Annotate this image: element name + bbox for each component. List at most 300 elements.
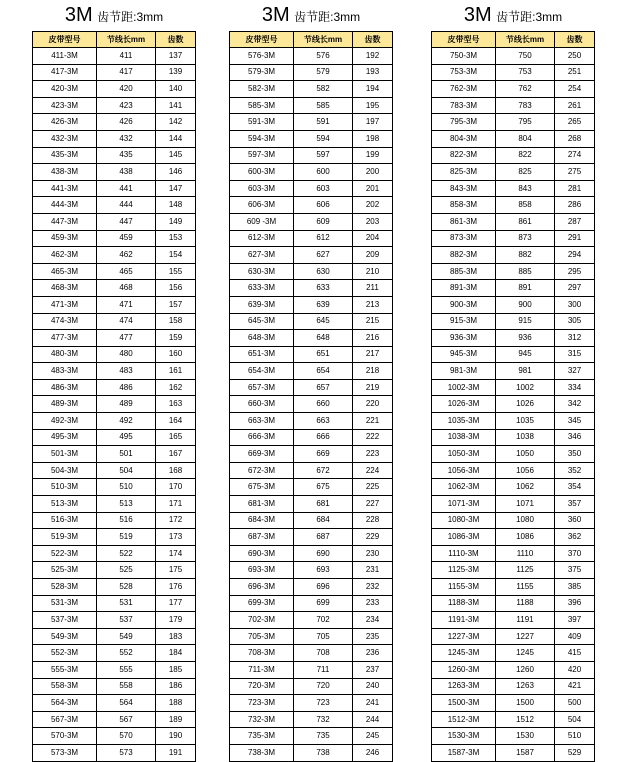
cell-length: 510 <box>97 479 156 496</box>
cell-teeth: 245 <box>353 728 393 745</box>
cell-teeth: 251 <box>555 64 595 81</box>
cell-teeth: 192 <box>353 48 393 65</box>
table-header-row <box>432 32 595 48</box>
cell-model: 660-3M <box>230 396 294 413</box>
table-row <box>432 479 595 496</box>
cell-length: 495 <box>97 429 156 446</box>
cell-model: 459-3M <box>33 230 97 247</box>
cell-teeth: 350 <box>555 446 595 463</box>
col-header-model: 皮带型号 <box>230 32 294 48</box>
table-row <box>432 579 595 596</box>
cell-model: 438-3M <box>33 164 97 181</box>
table-row <box>33 379 196 396</box>
table-row <box>33 114 196 131</box>
table-row <box>33 695 196 712</box>
cell-length: 651 <box>294 346 353 363</box>
table-row <box>230 114 393 131</box>
cell-teeth: 199 <box>353 147 393 164</box>
table-row <box>33 197 196 214</box>
cell-teeth: 188 <box>156 695 196 712</box>
cell-model: 582-3M <box>230 81 294 98</box>
table-row <box>230 363 393 380</box>
cell-model: 945-3M <box>432 346 496 363</box>
cell-teeth: 228 <box>353 512 393 529</box>
cell-model: 411-3M <box>33 48 97 65</box>
cell-teeth: 202 <box>353 197 393 214</box>
cell-teeth: 163 <box>156 396 196 413</box>
table-row <box>230 413 393 430</box>
cell-model: 1080-3M <box>432 512 496 529</box>
table-row <box>432 678 595 695</box>
table-row <box>432 562 595 579</box>
cell-model: 477-3M <box>33 330 97 347</box>
table-row <box>432 130 595 147</box>
table-row <box>33 396 196 413</box>
cell-length: 1062 <box>496 479 555 496</box>
table-row <box>230 180 393 197</box>
table-row <box>230 197 393 214</box>
cell-length: 1050 <box>496 446 555 463</box>
cell-teeth: 409 <box>555 628 595 645</box>
table-row <box>33 678 196 695</box>
table-row <box>432 346 595 363</box>
cell-teeth: 218 <box>353 363 393 380</box>
cell-teeth: 265 <box>555 114 595 131</box>
cell-teeth: 225 <box>353 479 393 496</box>
cell-model: 750-3M <box>432 48 496 65</box>
cell-model: 738-3M <box>230 744 294 761</box>
cell-teeth: 173 <box>156 529 196 546</box>
cell-teeth: 149 <box>156 213 196 230</box>
cell-model: 858-3M <box>432 197 496 214</box>
cell-teeth: 250 <box>555 48 595 65</box>
cell-model: 564-3M <box>33 695 97 712</box>
cell-teeth: 275 <box>555 164 595 181</box>
cell-teeth: 171 <box>156 496 196 513</box>
table-row <box>432 81 595 98</box>
cell-model: 663-3M <box>230 413 294 430</box>
cell-length: 597 <box>294 147 353 164</box>
col-header-length: 节线长mm <box>496 32 555 48</box>
table-row <box>432 496 595 513</box>
cell-length: 1086 <box>496 529 555 546</box>
cell-teeth: 137 <box>156 48 196 65</box>
cell-model: 795-3M <box>432 114 496 131</box>
cell-model: 783-3M <box>432 97 496 114</box>
cell-length: 783 <box>496 97 555 114</box>
cell-length: 666 <box>294 429 353 446</box>
cell-length: 633 <box>294 280 353 297</box>
cell-teeth: 142 <box>156 114 196 131</box>
cell-model: 423-3M <box>33 97 97 114</box>
cell-teeth: 195 <box>353 97 393 114</box>
cell-length: 696 <box>294 579 353 596</box>
table-row <box>230 247 393 264</box>
cell-length: 600 <box>294 164 353 181</box>
cell-length: 825 <box>496 164 555 181</box>
cell-model: 696-3M <box>230 579 294 596</box>
cell-teeth: 396 <box>555 595 595 612</box>
cell-teeth: 286 <box>555 197 595 214</box>
cell-length: 1155 <box>496 579 555 596</box>
cell-length: 1512 <box>496 711 555 728</box>
cell-model: 645-3M <box>230 313 294 330</box>
cell-teeth: 148 <box>156 197 196 214</box>
cell-model: 1125-3M <box>432 562 496 579</box>
cell-model: 690-3M <box>230 545 294 562</box>
table-row <box>230 628 393 645</box>
cell-model: 1035-3M <box>432 413 496 430</box>
table-row <box>230 695 393 712</box>
cell-length: 468 <box>97 280 156 297</box>
cell-model: 630-3M <box>230 263 294 280</box>
cell-model: 552-3M <box>33 645 97 662</box>
cell-teeth: 227 <box>353 496 393 513</box>
table-row <box>33 180 196 197</box>
cell-teeth: 197 <box>353 114 393 131</box>
cell-length: 672 <box>294 462 353 479</box>
table-row <box>33 213 196 230</box>
cell-teeth: 342 <box>555 396 595 413</box>
cell-model: 492-3M <box>33 413 97 430</box>
cell-length: 882 <box>496 247 555 264</box>
cell-model: 489-3M <box>33 396 97 413</box>
cell-model: 435-3M <box>33 147 97 164</box>
cell-teeth: 174 <box>156 545 196 562</box>
table-row <box>33 628 196 645</box>
cell-model: 480-3M <box>33 346 97 363</box>
cell-length: 885 <box>496 263 555 280</box>
cell-teeth: 209 <box>353 247 393 264</box>
table-title <box>229 0 393 31</box>
cell-length: 1188 <box>496 595 555 612</box>
cell-teeth: 146 <box>156 164 196 181</box>
cell-model: 447-3M <box>33 213 97 230</box>
table-row <box>432 512 595 529</box>
cell-teeth: 160 <box>156 346 196 363</box>
cell-length: 843 <box>496 180 555 197</box>
cell-length: 753 <box>496 64 555 81</box>
cell-model: 708-3M <box>230 645 294 662</box>
cell-length: 447 <box>97 213 156 230</box>
cell-model: 699-3M <box>230 595 294 612</box>
cell-model: 531-3M <box>33 595 97 612</box>
cell-teeth: 179 <box>156 612 196 629</box>
cell-teeth: 165 <box>156 429 196 446</box>
table-row <box>432 413 595 430</box>
cell-model: 723-3M <box>230 695 294 712</box>
cell-length: 591 <box>294 114 353 131</box>
cell-teeth: 233 <box>353 595 393 612</box>
cell-length: 441 <box>97 180 156 197</box>
cell-model: 687-3M <box>230 529 294 546</box>
cell-teeth: 354 <box>555 479 595 496</box>
cell-teeth: 183 <box>156 628 196 645</box>
cell-model: 594-3M <box>230 130 294 147</box>
cell-model: 753-3M <box>432 64 496 81</box>
title-sub: 齿节距:3mm <box>97 10 164 24</box>
table-row <box>230 711 393 728</box>
table-row <box>432 363 595 380</box>
col-header-teeth: 齿数 <box>555 32 595 48</box>
cell-model: 549-3M <box>33 628 97 645</box>
cell-teeth: 140 <box>156 81 196 98</box>
cell-model: 1002-3M <box>432 379 496 396</box>
cell-teeth: 157 <box>156 296 196 313</box>
cell-teeth: 362 <box>555 529 595 546</box>
cell-model: 705-3M <box>230 628 294 645</box>
cell-teeth: 281 <box>555 180 595 197</box>
cell-length: 762 <box>496 81 555 98</box>
table-row <box>33 97 196 114</box>
table-row <box>230 130 393 147</box>
cell-model: 510-3M <box>33 479 97 496</box>
cell-teeth: 221 <box>353 413 393 430</box>
cell-length: 690 <box>294 545 353 562</box>
col-header-model: 皮带型号 <box>33 32 97 48</box>
table-row <box>432 263 595 280</box>
cell-length: 1002 <box>496 379 555 396</box>
cell-length: 663 <box>294 413 353 430</box>
cell-model: 612-3M <box>230 230 294 247</box>
cell-model: 885-3M <box>432 263 496 280</box>
cell-model: 669-3M <box>230 446 294 463</box>
cell-length: 606 <box>294 197 353 214</box>
cell-teeth: 191 <box>156 744 196 761</box>
cell-length: 732 <box>294 711 353 728</box>
cell-model: 1260-3M <box>432 661 496 678</box>
belt-table <box>229 31 393 762</box>
table-row <box>33 661 196 678</box>
cell-length: 420 <box>97 81 156 98</box>
cell-teeth: 216 <box>353 330 393 347</box>
cell-length: 567 <box>97 711 156 728</box>
cell-model: 672-3M <box>230 462 294 479</box>
cell-length: 720 <box>294 678 353 695</box>
table-row <box>33 645 196 662</box>
cell-teeth: 352 <box>555 462 595 479</box>
table-row <box>33 48 196 65</box>
table-row <box>33 147 196 164</box>
cell-length: 576 <box>294 48 353 65</box>
table-row <box>230 612 393 629</box>
cell-model: 591-3M <box>230 114 294 131</box>
table-row <box>432 330 595 347</box>
cell-teeth: 315 <box>555 346 595 363</box>
table-row <box>432 197 595 214</box>
cell-teeth: 504 <box>555 711 595 728</box>
table-row <box>230 147 393 164</box>
cell-teeth: 220 <box>353 396 393 413</box>
cell-length: 519 <box>97 529 156 546</box>
cell-model: 735-3M <box>230 728 294 745</box>
cell-model: 420-3M <box>33 81 97 98</box>
cell-length: 513 <box>97 496 156 513</box>
cell-length: 708 <box>294 645 353 662</box>
cell-teeth: 164 <box>156 413 196 430</box>
table-row <box>33 313 196 330</box>
cell-teeth: 162 <box>156 379 196 396</box>
cell-length: 501 <box>97 446 156 463</box>
cell-teeth: 203 <box>353 213 393 230</box>
cell-model: 606-3M <box>230 197 294 214</box>
cell-model: 441-3M <box>33 180 97 197</box>
cell-model: 720-3M <box>230 678 294 695</box>
table-row <box>230 81 393 98</box>
title-main: 3M <box>261 4 290 26</box>
cell-length: 702 <box>294 612 353 629</box>
cell-length: 531 <box>97 595 156 612</box>
cell-teeth: 217 <box>353 346 393 363</box>
cell-length: 804 <box>496 130 555 147</box>
cell-teeth: 287 <box>555 213 595 230</box>
table-row <box>432 147 595 164</box>
table-row <box>230 661 393 678</box>
cell-model: 711-3M <box>230 661 294 678</box>
cell-length: 570 <box>97 728 156 745</box>
cell-teeth: 327 <box>555 363 595 380</box>
cell-teeth: 240 <box>353 678 393 695</box>
cell-teeth: 145 <box>156 147 196 164</box>
cell-teeth: 334 <box>555 379 595 396</box>
belt-table-block-2 <box>229 0 393 762</box>
cell-model: 633-3M <box>230 280 294 297</box>
cell-teeth: 300 <box>555 296 595 313</box>
table-row <box>432 64 595 81</box>
cell-length: 735 <box>294 728 353 745</box>
cell-length: 645 <box>294 313 353 330</box>
cell-teeth: 190 <box>156 728 196 745</box>
cell-length: 1056 <box>496 462 555 479</box>
cell-teeth: 211 <box>353 280 393 297</box>
table-title <box>431 0 595 31</box>
table-row <box>230 678 393 695</box>
table-row <box>432 296 595 313</box>
cell-model: 585-3M <box>230 97 294 114</box>
table-row <box>33 296 196 313</box>
table-row <box>230 330 393 347</box>
cell-model: 1071-3M <box>432 496 496 513</box>
table-row <box>432 429 595 446</box>
cell-length: 1263 <box>496 678 555 695</box>
cell-length: 1500 <box>496 695 555 712</box>
table-row <box>432 628 595 645</box>
cell-model: 762-3M <box>432 81 496 98</box>
cell-length: 438 <box>97 164 156 181</box>
cell-model: 681-3M <box>230 496 294 513</box>
table-row <box>33 230 196 247</box>
cell-model: 873-3M <box>432 230 496 247</box>
cell-length: 432 <box>97 130 156 147</box>
table-row <box>33 429 196 446</box>
cell-model: 1110-3M <box>432 545 496 562</box>
cell-teeth: 295 <box>555 263 595 280</box>
table-row <box>33 612 196 629</box>
cell-length: 516 <box>97 512 156 529</box>
cell-length: 486 <box>97 379 156 396</box>
cell-teeth: 222 <box>353 429 393 446</box>
cell-model: 936-3M <box>432 330 496 347</box>
table-row <box>432 180 595 197</box>
cell-model: 609 -3M <box>230 213 294 230</box>
table-row <box>432 396 595 413</box>
cell-model: 1062-3M <box>432 479 496 496</box>
cell-model: 981-3M <box>432 363 496 380</box>
cell-teeth: 246 <box>353 744 393 761</box>
cell-model: 891-3M <box>432 280 496 297</box>
cell-length: 594 <box>294 130 353 147</box>
cell-length: 1035 <box>496 413 555 430</box>
cell-teeth: 177 <box>156 595 196 612</box>
cell-teeth: 510 <box>555 728 595 745</box>
cell-length: 675 <box>294 479 353 496</box>
cell-teeth: 229 <box>353 529 393 546</box>
table-title <box>32 0 196 31</box>
cell-teeth: 261 <box>555 97 595 114</box>
cell-length: 435 <box>97 147 156 164</box>
cell-model: 495-3M <box>33 429 97 446</box>
cell-model: 1587-3M <box>432 744 496 761</box>
table-row <box>33 346 196 363</box>
table-row <box>230 379 393 396</box>
table-row <box>33 595 196 612</box>
cell-model: 597-3M <box>230 147 294 164</box>
cell-model: 900-3M <box>432 296 496 313</box>
cell-model: 1227-3M <box>432 628 496 645</box>
cell-model: 1263-3M <box>432 678 496 695</box>
cell-model: 468-3M <box>33 280 97 297</box>
cell-teeth: 385 <box>555 579 595 596</box>
table-row <box>230 64 393 81</box>
cell-teeth: 234 <box>353 612 393 629</box>
cell-length: 684 <box>294 512 353 529</box>
cell-model: 600-3M <box>230 164 294 181</box>
cell-teeth: 153 <box>156 230 196 247</box>
cell-teeth: 360 <box>555 512 595 529</box>
cell-teeth: 291 <box>555 230 595 247</box>
table-row <box>33 545 196 562</box>
cell-model: 579-3M <box>230 64 294 81</box>
table-row <box>33 81 196 98</box>
table-row <box>230 97 393 114</box>
cell-model: 1191-3M <box>432 612 496 629</box>
table-row <box>33 263 196 280</box>
table-row <box>432 114 595 131</box>
cell-teeth: 204 <box>353 230 393 247</box>
cell-teeth: 184 <box>156 645 196 662</box>
table-row <box>432 744 595 761</box>
table-row <box>432 446 595 463</box>
cell-length: 552 <box>97 645 156 662</box>
table-row <box>432 595 595 612</box>
cell-model: 657-3M <box>230 379 294 396</box>
table-row <box>230 496 393 513</box>
col-header-length: 节线长mm <box>294 32 353 48</box>
cell-teeth: 215 <box>353 313 393 330</box>
title-sub: 齿节距:3mm <box>496 10 563 24</box>
table-row <box>33 744 196 761</box>
cell-teeth: 193 <box>353 64 393 81</box>
cell-length: 489 <box>97 396 156 413</box>
cell-model: 558-3M <box>33 678 97 695</box>
cell-length: 660 <box>294 396 353 413</box>
cell-length: 504 <box>97 462 156 479</box>
cell-teeth: 370 <box>555 545 595 562</box>
cell-length: 681 <box>294 496 353 513</box>
cell-model: 702-3M <box>230 612 294 629</box>
cell-length: 891 <box>496 280 555 297</box>
cell-length: 873 <box>496 230 555 247</box>
